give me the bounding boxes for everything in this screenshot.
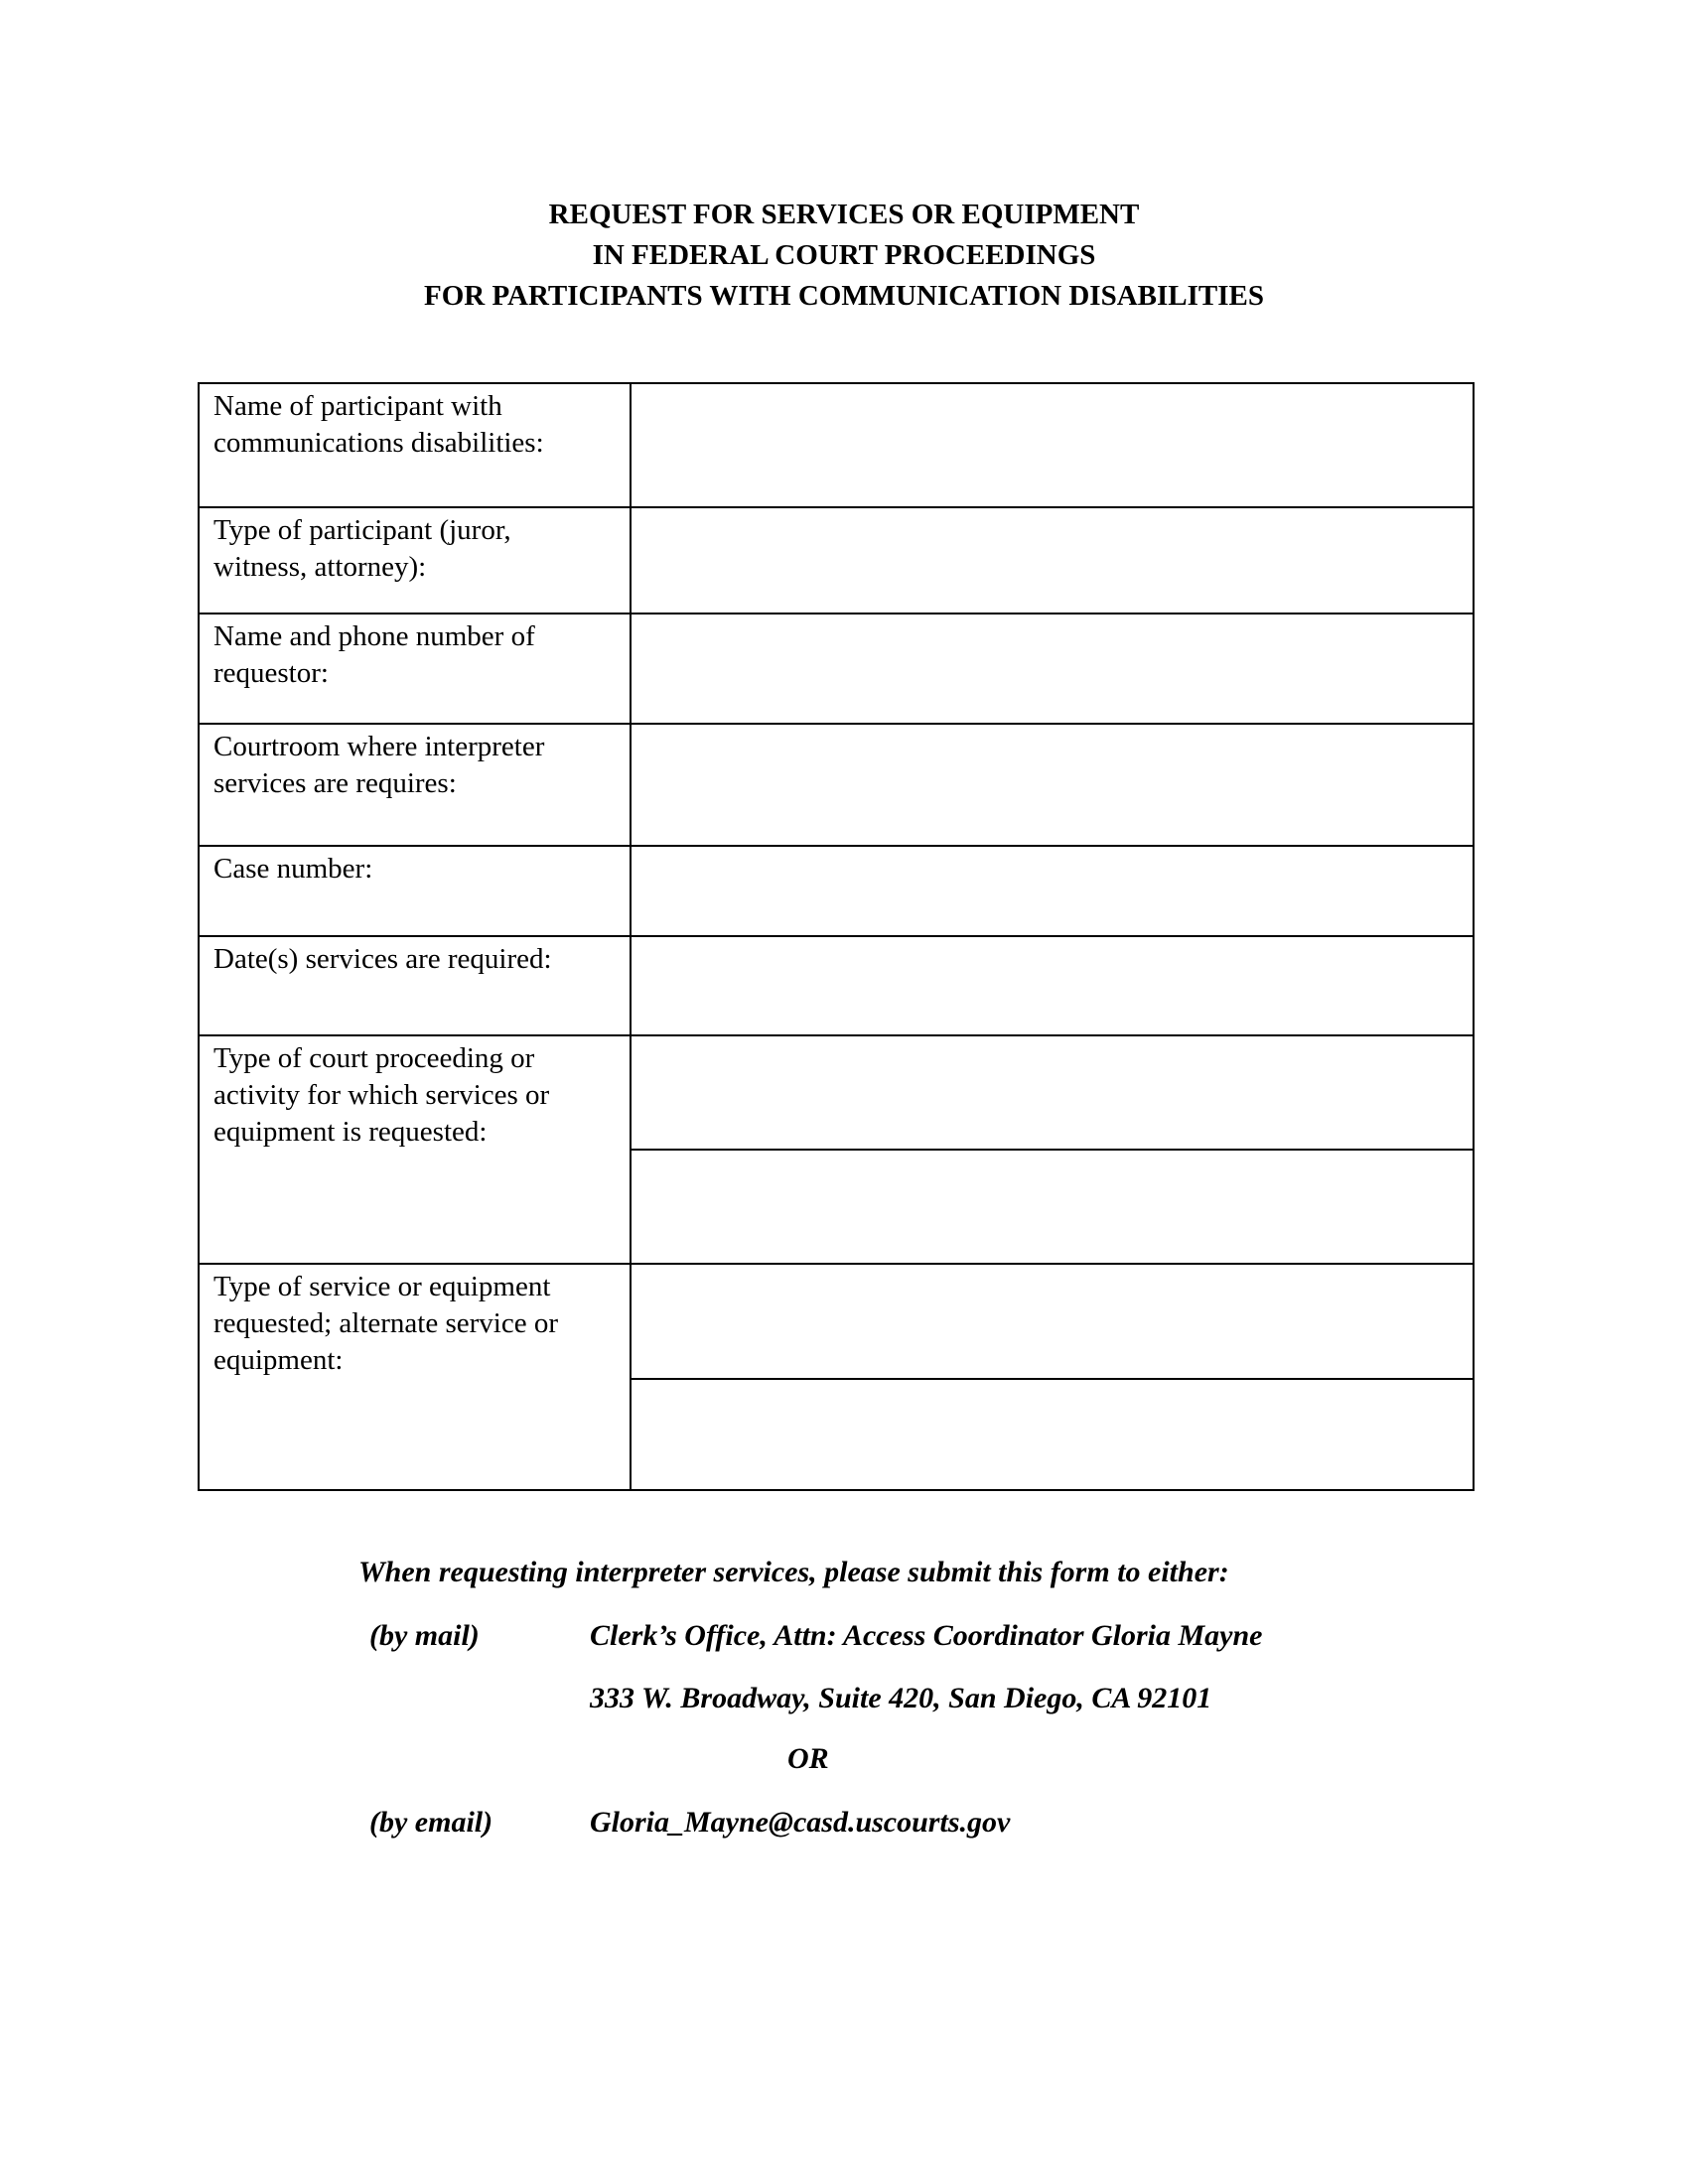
case-number-label: Case number:	[213, 853, 373, 885]
proceeding-type-field[interactable]	[632, 1036, 1473, 1263]
email-address-link[interactable]: Gloria_Mayne@casd.uscourts.gov	[590, 1806, 1011, 1839]
mail-address-line-1: Clerk’s Office, Attn: Access Coordinator Gloria Mayne	[590, 1619, 1263, 1652]
participant-type-label: Type of participant (juror, witness, attorney):	[213, 514, 511, 583]
by-email-label: (by email)	[369, 1806, 493, 1839]
service-type-field[interactable]	[632, 1265, 1473, 1489]
courtroom-field[interactable]	[632, 725, 1473, 845]
form-title-line-1: REQUEST FOR SERVICES OR EQUIPMENT	[548, 199, 1140, 230]
participant-name-field[interactable]	[632, 384, 1473, 506]
form-title-line-3: FOR PARTICIPANTS WITH COMMUNICATION DISABILITIES	[423, 280, 1264, 312]
by-mail-label: (by mail)	[369, 1619, 480, 1652]
dates-label: Date(s) services are required:	[213, 943, 552, 975]
courtroom-label: Courtroom where interpreter services are requires:	[213, 731, 545, 799]
submission-instruction: When requesting interpreter services, please submit this form to either:	[358, 1556, 1229, 1588]
requestor-label: Name and phone number of requestor:	[213, 620, 535, 689]
participant-type-field[interactable]	[632, 508, 1473, 613]
or-separator: OR	[787, 1742, 829, 1775]
participant-name-label: Name of participant with communications disabilities:	[213, 390, 544, 459]
mail-address-line-2: 333 W. Broadway, Suite 420, San Diego, CA 92101	[590, 1682, 1212, 1714]
form-title-line-2: IN FEDERAL COURT PROCEEDINGS	[592, 239, 1096, 271]
proceeding-type-label: Type of court proceeding or activity for which services or equipment is requested:	[213, 1042, 550, 1148]
request-form-table	[198, 382, 1475, 1491]
service-type-label: Type of service or equipment requested; alternate service or equipment:	[213, 1271, 559, 1376]
dates-field[interactable]	[632, 937, 1473, 1034]
requestor-field[interactable]	[632, 614, 1473, 723]
case-number-field[interactable]	[632, 847, 1473, 935]
